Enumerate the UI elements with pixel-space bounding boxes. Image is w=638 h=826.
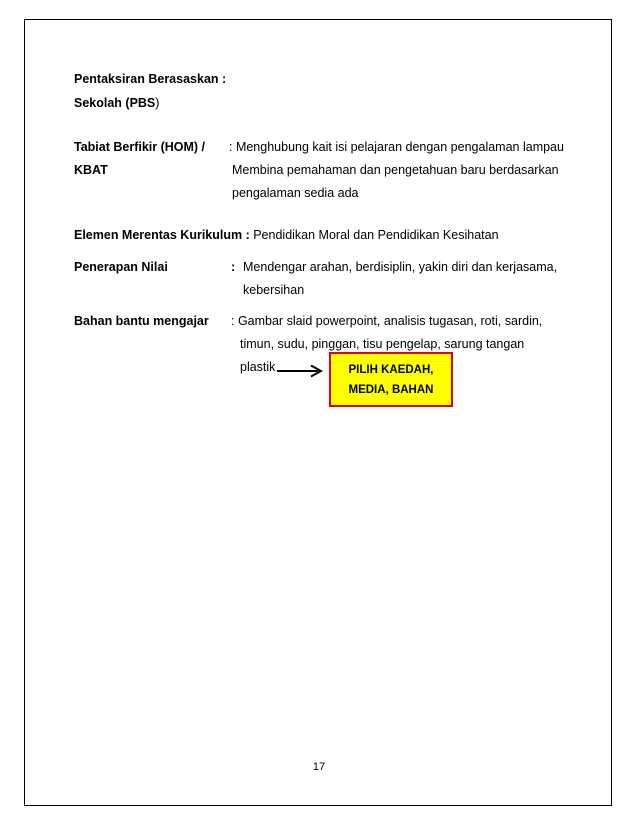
nilai-colon: : (231, 260, 236, 274)
pbs-label-line2 (74, 96, 159, 111)
bbm-value-line2: timun, sudu, pinggan, tisu pengelap, sarung tangan (240, 337, 525, 351)
pbs-label-line2-close: ) (155, 96, 160, 110)
hom-value-line1: : Menghubung kait isi pelajaran dengan pengalaman lampau (229, 140, 564, 154)
page-number: 17 (312, 761, 326, 773)
pbs-label-line2-bold: Sekolah (PBS (74, 96, 156, 110)
emk-value: Pendidikan Moral dan Pendidikan Kesihatan (249, 228, 499, 242)
hom-label-line2: KBAT (74, 163, 108, 177)
bbm-label: Bahan bantu mengajar (74, 314, 209, 328)
nilai-value-line1: Mendengar arahan, berdisiplin, yakin diri dan kerjasama, (243, 260, 558, 274)
emk-label: Elemen Merentas Kurikulum : (74, 228, 250, 242)
page-border (24, 19, 612, 806)
emk-row (74, 228, 499, 243)
right-arrow-icon (276, 364, 326, 378)
callout-box (329, 352, 453, 407)
callout-line1: PILIH KAEDAH, (348, 364, 434, 376)
bbm-value-line3: plastik (240, 360, 276, 374)
hom-value-line3: pengalaman sedia ada (232, 186, 359, 200)
pbs-label-line1: Pentaksiran Berasaskan : (74, 72, 227, 86)
callout-line2: MEDIA, BAHAN (348, 384, 434, 396)
nilai-label: Penerapan Nilai (74, 260, 168, 274)
hom-label-line1: Tabiat Berfikir (HOM) / (74, 140, 206, 154)
bbm-value-line1: : Gambar slaid powerpoint, analisis tugasan, roti, sardin, (231, 314, 543, 328)
hom-value-line2: Membina pemahaman dan pengetahuan baru berdasarkan (232, 163, 559, 177)
nilai-value-line2: kebersihan (243, 283, 305, 297)
